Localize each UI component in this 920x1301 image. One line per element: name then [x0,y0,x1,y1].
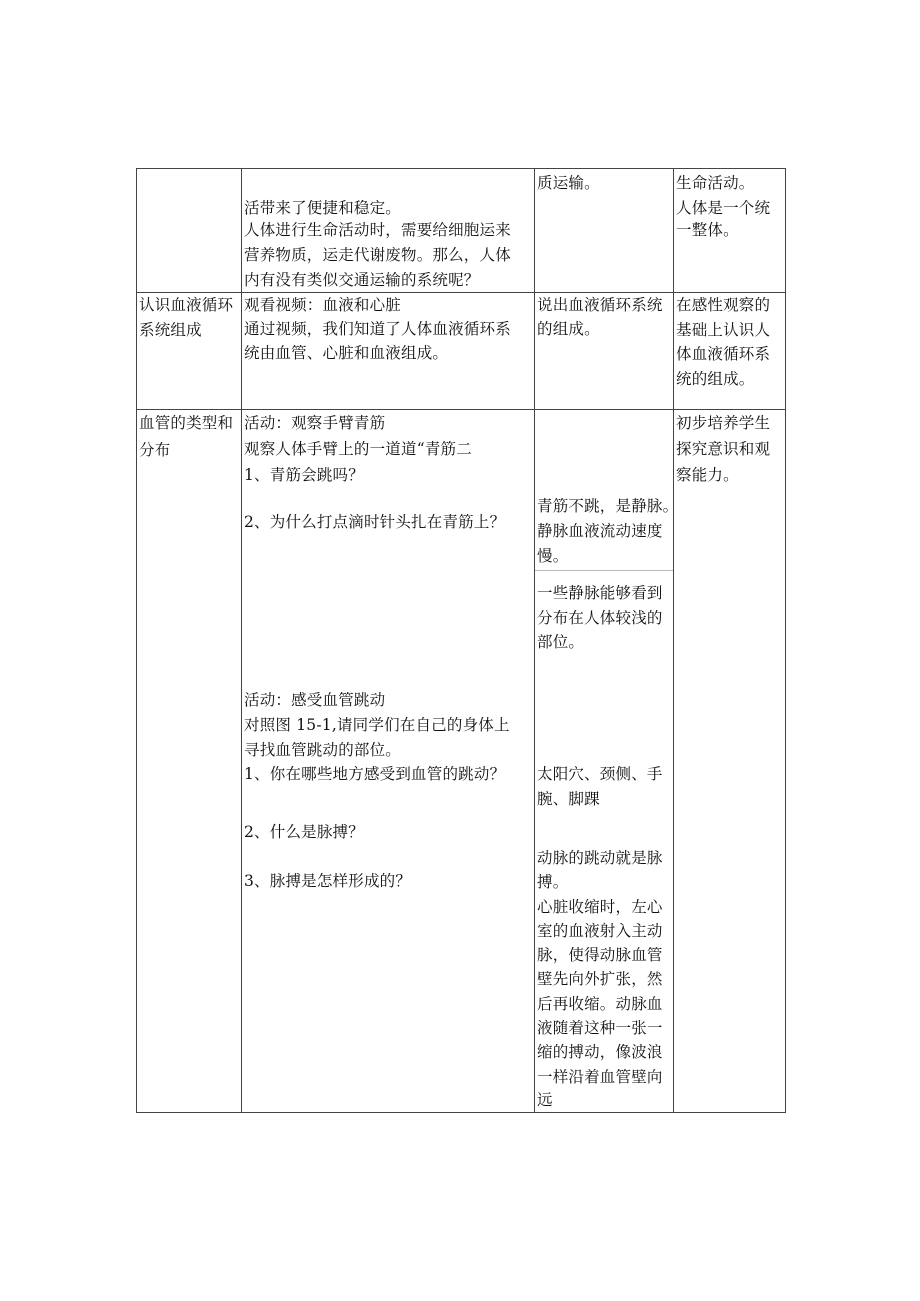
row2-col2-line3: 统由血管、心脏和血液组成。 [244,344,449,362]
row2-col1-line2: 系统组成 [139,321,202,339]
row3-col1-line2: 分布 [139,441,171,459]
row2-col2-line2: 通过视频，我们知道了人体血液循环系 [244,320,511,338]
row3-col3-a-line1: 青筋不跳，是静脉。 [537,497,679,515]
row3-col3-d-line1: 动脉的跳动就是脉 [537,849,663,867]
row3-col2-question4: 2、什么是脉搏？ [244,823,364,841]
row3-col4-line3: 察能力。 [676,466,739,484]
row1-col4-line1: 生命活动。 [676,174,755,192]
row3-col3-b-line3: 部位。 [537,633,585,651]
row3-col2-question1: 1、青筋会跳吗？ [244,466,364,484]
row3-col3-d-line5: 脉，使得动脉血管 [537,946,663,964]
row3-col3-a-line3: 慢。 [537,547,569,565]
row3-col3-b-line2: 分布在人体较浅的 [537,609,663,627]
row3-col2-question3: 1、你在哪些地方感受到血管的跳动？ [244,765,506,783]
row3-col1-line1: 血管的类型和 [139,414,234,432]
row2-col3-line1: 说出血液循环系统 [537,296,663,314]
row3-col2-question2: 2、为什么打点滴时针头扎在青筋上？ [244,513,506,531]
row1-col4-line3: 一整体。 [676,221,739,239]
row3-col3-c-line1: 太阳穴、颈侧、手 [537,765,663,783]
row3-col3-d-line11: 远 [537,1091,553,1109]
row2-col2-line1: 观看视频：血液和心脏 [244,296,402,314]
row3-col3-d-line3: 心脏收缩时，左心 [537,898,663,916]
row3-col2-activity2-desc1: 对照图 15-1,请同学们在自己的身体上 [244,716,510,734]
table-border-left [136,168,137,1113]
row3-col3-d-line8: 液随着这种一张一 [537,1019,663,1037]
row-divider-2 [136,409,786,410]
row1-col2-line2: 人体进行生命活动时，需要给细胞运来 [244,221,511,239]
row-divider-1 [136,292,786,293]
row3-col2-activity1-title: 活动：观察手臂青筋 [244,414,386,432]
row3-col3-d-line9: 缩的搏动，像波浪 [537,1043,663,1061]
row1-col2-line4: 内有没有类似交通运输的系统呢？ [244,271,480,289]
row1-col2-line3: 营养物质，运走代谢废物。那么，人体 [244,246,511,264]
row3-col2-question5: 3、脉搏是怎样形成的？ [244,872,412,890]
row3-col4-line1: 初步培养学生 [676,414,771,432]
row3-col3-d-line7: 后再收缩。动脉血 [537,995,663,1013]
row2-col4-line3: 体血液循环系 [676,345,771,363]
table-border-right [785,168,786,1113]
row2-col4-line1: 在感性观察的 [676,296,771,314]
col-divider-3 [673,168,674,1113]
row2-col4-line4: 统的组成。 [676,370,755,388]
row3-col3-a-line2: 静脉血液流动速度 [537,522,663,540]
row2-col3-line2: 的组成。 [537,320,600,338]
row3-col4-line2: 探究意识和观 [676,440,771,458]
row3-col2-activity1-desc: 观察人体手臂上的一道道“青筋二 [244,440,472,458]
cell-divider-col3 [534,570,673,571]
col-divider-1 [241,168,242,1113]
row2-col1-line1: 认识血液循环 [139,296,234,314]
row1-col4-line2: 人体是一个统 [676,199,771,217]
table-border-top [136,168,786,169]
table-border-bottom [136,1112,786,1113]
row3-col3-b-line1: 一些静脉能够看到 [537,584,663,602]
row3-col3-c-line2: 腕、脚踝 [537,790,600,808]
row3-col2-activity2-title: 活动：感受血管跳动 [244,691,386,709]
row1-col2-line1: 活带来了便捷和稳定。 [244,199,402,217]
col-divider-2 [534,168,535,1113]
row3-col3-d-line2: 搏。 [537,873,569,891]
row3-col2-activity2-desc2: 寻找血管跳动的部位。 [244,741,402,759]
row2-col4-line2: 基础上认识人 [676,321,771,339]
row3-col3-d-line4: 室的血液射入主动 [537,922,663,940]
row3-col3-d-line6: 壁先向外扩张，然 [537,970,663,988]
row3-col3-d-line10: 一样沿着血管壁向 [537,1068,663,1086]
row1-col3-line1: 质运输。 [537,174,600,192]
